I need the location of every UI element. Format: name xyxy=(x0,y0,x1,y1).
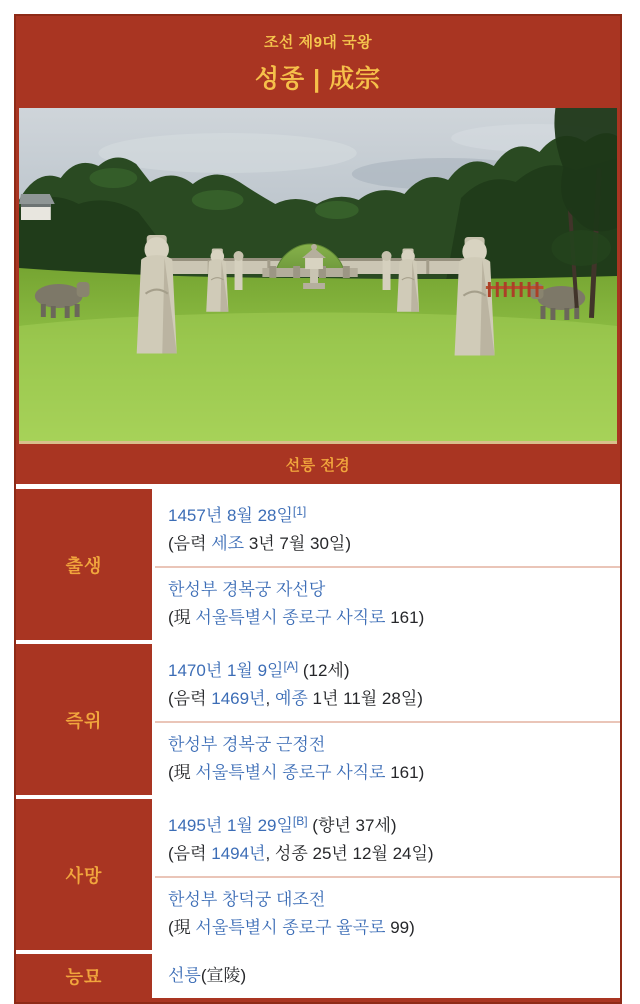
static-text: (現 xyxy=(168,763,196,782)
static-text: 1년 11월 28일) xyxy=(307,689,423,708)
cell-line xyxy=(168,886,608,914)
table-row xyxy=(16,954,620,998)
static-text: (음력 xyxy=(168,534,212,553)
infobox-header xyxy=(16,16,620,108)
static-text: 161) xyxy=(385,763,425,782)
static-text: (宣陵) xyxy=(200,966,247,985)
static-text: 161) xyxy=(385,608,425,627)
static-text: (음력 xyxy=(168,689,212,708)
table-row xyxy=(16,644,620,795)
wiki-link[interactable]: 1470년 1월 9일 xyxy=(168,661,284,680)
cell-line xyxy=(168,759,608,787)
side-building xyxy=(19,194,55,220)
cell-line xyxy=(168,530,608,558)
table-row xyxy=(16,489,620,640)
tomb-photo xyxy=(19,108,617,444)
wiki-link[interactable]: 서울특별시 종로구 사직로 xyxy=(195,763,386,782)
stone-pillar-left xyxy=(234,251,244,290)
wiki-link[interactable]: 한성부 경복궁 근정전 xyxy=(168,735,326,754)
photo-caption: 선릉 전경 xyxy=(285,456,351,474)
cell-line xyxy=(168,840,608,868)
info-table xyxy=(16,484,620,998)
cell-line xyxy=(168,914,608,942)
static-text: , xyxy=(265,689,275,708)
cell-line xyxy=(168,652,608,685)
static-text: 3년 7월 30일) xyxy=(244,534,352,553)
wiki-link[interactable]: 세조 xyxy=(211,534,245,553)
stone-pillar-right xyxy=(382,251,392,290)
dynasty-kicker: 조선 제9대 국왕 xyxy=(263,34,373,51)
wiki-link[interactable]: 1469년 xyxy=(211,689,266,708)
table-cell xyxy=(155,799,620,876)
wiki-link[interactable]: 1495년 1월 29일 xyxy=(168,816,293,835)
wiki-link[interactable]: 1494년 xyxy=(211,844,266,863)
cell-line xyxy=(168,497,608,530)
table-cell xyxy=(155,566,620,640)
wiki-link[interactable]: 한성부 창덕궁 대조전 xyxy=(168,890,326,909)
reference-sup[interactable]: [A] xyxy=(283,659,299,673)
row-label: 출생 xyxy=(16,489,152,640)
table-cell xyxy=(155,644,620,721)
tomb-photo-illustration xyxy=(19,108,617,441)
reference-sup[interactable]: [B] xyxy=(292,814,308,828)
table-row xyxy=(16,799,620,950)
table-cell xyxy=(155,954,620,998)
cell-line xyxy=(168,962,608,990)
cell-line xyxy=(168,807,608,840)
table-cell xyxy=(155,489,620,566)
row-label: 즉위 xyxy=(16,644,152,795)
row-content xyxy=(155,644,620,795)
static-text: (음력 xyxy=(168,844,212,863)
royal-infobox xyxy=(14,14,622,1004)
cell-line xyxy=(168,685,608,713)
row-content xyxy=(155,954,620,998)
table-cell xyxy=(155,721,620,795)
cell-line xyxy=(168,576,608,604)
cell-line xyxy=(168,604,608,632)
static-text: , 성종 25년 12월 24일) xyxy=(265,844,434,863)
cell-line xyxy=(168,731,608,759)
static-text: (12세) xyxy=(298,661,350,680)
static-text: (향년 37세) xyxy=(307,816,397,835)
king-title: 성종 | 成宗 xyxy=(254,65,382,93)
wiki-link[interactable]: 한성부 경복궁 자선당 xyxy=(168,580,326,599)
wiki-link[interactable]: 1457년 8월 28일 xyxy=(168,506,293,525)
wiki-link[interactable]: 예종 xyxy=(274,689,308,708)
wiki-link[interactable]: 선릉 xyxy=(168,966,201,985)
reference-sup[interactable]: [1] xyxy=(292,504,307,518)
row-content xyxy=(155,489,620,640)
row-label: 능묘 xyxy=(16,954,152,998)
table-cell xyxy=(155,876,620,950)
wiki-link[interactable]: 서울특별시 종로구 사직로 xyxy=(195,608,386,627)
wiki-link[interactable]: 서울특별시 종로구 율곡로 xyxy=(195,918,386,937)
row-label: 사망 xyxy=(16,799,152,950)
static-text: (現 xyxy=(168,608,196,627)
static-text: 99) xyxy=(385,918,415,937)
row-content xyxy=(155,799,620,950)
static-text: (現 xyxy=(168,918,196,937)
